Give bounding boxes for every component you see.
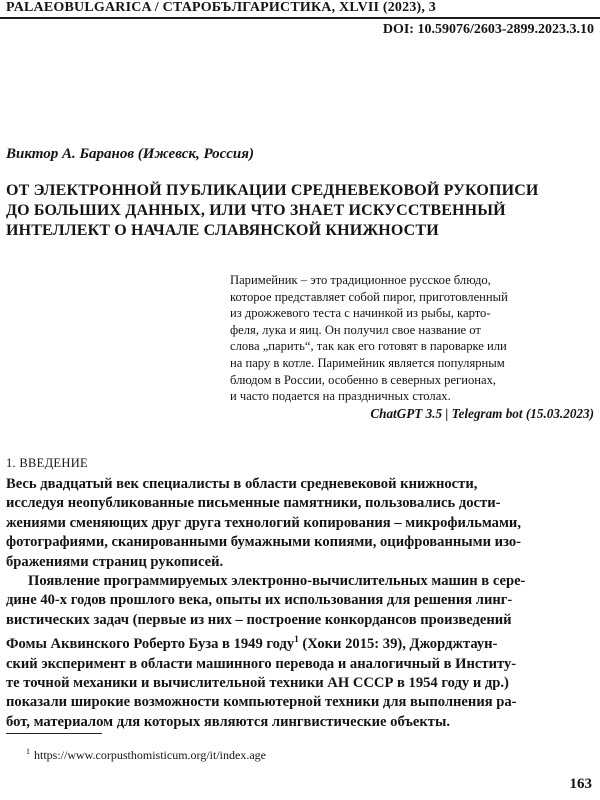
paragraph-line: Появление программируемых электронно-вычислительных машин в сере- <box>28 573 526 590</box>
paragraph-line: бот, материалом для которых являются лингвистические объекты. <box>6 713 451 730</box>
footnote <box>26 747 266 763</box>
body-text <box>6 475 596 732</box>
footnote-link[interactable]: https://www.corpusthomisticum.org/it/index.age <box>34 748 266 762</box>
epigraph-attribution: ChatGPT 3.5 | Telegram bot (15.03.2023) <box>370 405 594 421</box>
footnote-rule <box>6 733 102 734</box>
epigraph-line: из дрожжевого теста с начинкой из рыбы, карто- <box>230 306 491 321</box>
header-rule <box>0 17 600 19</box>
page-number: 163 <box>569 776 592 792</box>
paragraph-line: Весь двадцатый век специалисты в области средневековой книжности, <box>6 476 478 492</box>
paragraph-line: жениями сменяющих друг друга технологий копирования – микрофильмами, <box>6 514 521 531</box>
title-line: ОТ ЭЛЕКТРОННОЙ ПУБЛИКАЦИИ СРЕДНЕВЕКОВОЙ РУКОПИСИ <box>6 182 539 199</box>
section-heading: 1. ВВЕДЕНИЕ <box>6 456 88 470</box>
article-title <box>6 181 596 241</box>
paragraph-line: бражениями страниц рукописей. <box>6 553 224 570</box>
title-line: ИНТЕЛЛЕКТ О НАЧАЛЕ СЛАВЯНСКОЙ КНИЖНОСТИ <box>6 222 439 239</box>
epigraph-line: на пару в котле. Паримейник является популярным <box>230 355 505 370</box>
footnote-number: 1 <box>26 747 30 756</box>
paragraph-line: дине 40-х годов прошлого века, опыты их использования для решения линг- <box>6 592 513 609</box>
title-line: ДО БОЛЬШИХ ДАННЫХ, ИЛИ ЧТО ЗНАЕТ ИСКУССТВЕННЫЙ <box>6 202 506 219</box>
running-head: PALAEOBULGARICA / СТАРОБЪЛГАРИСТИКА, XLVII (2023), 3 <box>6 0 436 15</box>
epigraph-line: Паримейник – это традиционное русское блюдо, <box>230 273 491 287</box>
epigraph-line: слова „парить“, так как его готовят в пароварке или <box>230 339 507 354</box>
paragraph-segment: Фомы Аквинского Роберто Буза в 1949 году <box>6 636 295 653</box>
paragraph-line: показали широкие возможности компьютерной техники для выполнения ра- <box>6 694 517 711</box>
paragraph-line: исследуя неопубликованные письменные памятники, пользовались дости- <box>6 495 501 512</box>
epigraph <box>230 272 594 422</box>
author: Виктор А. Баранов (Ижевск, Россия) <box>6 146 254 162</box>
paragraph-line: фотографиями, сканированными бумажными копиями, оцифрованными изо- <box>6 534 522 551</box>
paragraph-line <box>6 630 596 654</box>
epigraph-line: которое представляет собой пирог, приготовленный <box>230 289 508 304</box>
paragraph-segment: (Хоки 2015: 39), Джорджтаун- <box>298 636 498 653</box>
footnote-marker[interactable]: 1 <box>294 634 299 645</box>
paragraph-line: ский эксперимент в области машинного перевода и аналогичный в Институ- <box>6 655 517 672</box>
paragraph-line: вистических задач (первые из них – построение конкордансов произведений <box>6 611 512 628</box>
paragraph-line: те точной механики и вычислительной техники АН СССР в 1954 году и др.) <box>6 674 509 691</box>
epigraph-line: и часто подается на праздничных столах. <box>230 389 451 404</box>
epigraph-line: блюдом в России, особенно в северных регионах, <box>230 372 497 387</box>
doi: DOI: 10.59076/2603-2899.2023.3.10 <box>382 22 594 37</box>
epigraph-line: феля, лука и яиц. Он получил свое название от <box>230 322 481 337</box>
